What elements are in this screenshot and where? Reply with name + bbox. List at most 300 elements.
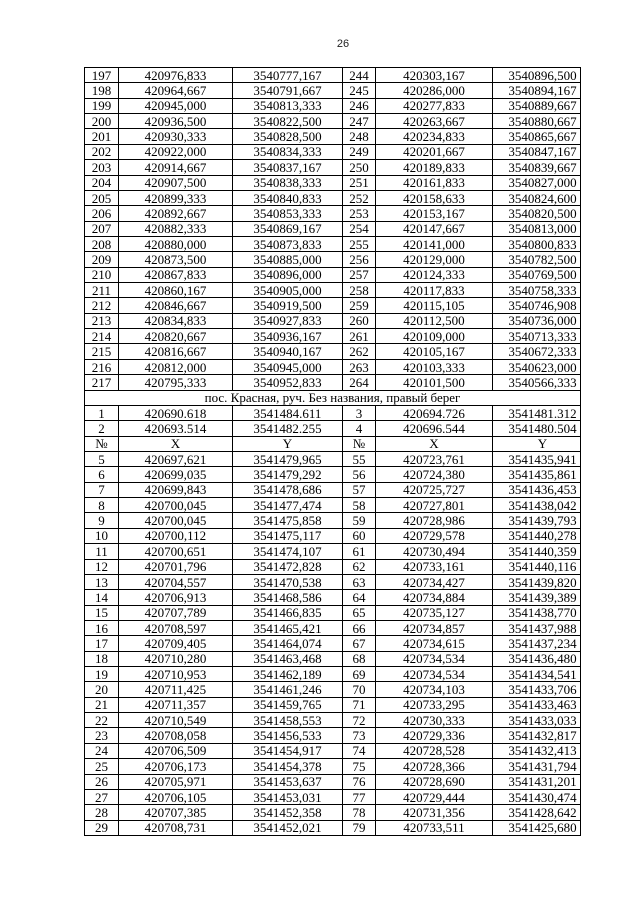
point-number-cell: 62: [343, 559, 376, 574]
x-coordinate-cell: 420733,511: [376, 820, 493, 835]
table-row: [85, 313, 581, 328]
x-coordinate-cell: 420705,971: [119, 774, 233, 789]
y-coordinate-cell: 3541432,817: [493, 728, 581, 743]
x-coordinate-cell: 420867,833: [119, 267, 233, 282]
table-row: [85, 252, 581, 267]
table-row: [85, 759, 581, 774]
column-header-x: X: [119, 436, 233, 451]
coordinates-table: [84, 67, 581, 836]
point-number-cell: 12: [85, 559, 119, 574]
table-row: [85, 467, 581, 482]
x-coordinate-cell: 420699,035: [119, 467, 233, 482]
point-number-cell: 64: [343, 590, 376, 605]
y-coordinate-cell: 3540713,333: [493, 329, 581, 344]
x-coordinate-cell: 420141,000: [376, 236, 493, 251]
x-coordinate-cell: 420263,667: [376, 114, 493, 129]
x-coordinate-cell: 420846,667: [119, 298, 233, 313]
y-coordinate-cell: 3541464,074: [233, 636, 343, 651]
point-number-cell: 201: [85, 129, 119, 144]
y-coordinate-cell: 3540885,000: [233, 252, 343, 267]
point-number-cell: 20: [85, 682, 119, 697]
y-coordinate-cell: 3540736,000: [493, 313, 581, 328]
y-coordinate-cell: 3541479,965: [233, 451, 343, 466]
point-number-cell: 78: [343, 805, 376, 820]
x-coordinate-cell: 420701,796: [119, 559, 233, 574]
table-row: [85, 405, 581, 420]
x-coordinate-cell: 420734,427: [376, 574, 493, 589]
x-coordinate-cell: 420936,500: [119, 114, 233, 129]
point-number-cell: 10: [85, 528, 119, 543]
table-row: [85, 451, 581, 466]
point-number-cell: 209: [85, 252, 119, 267]
point-number-cell: 250: [343, 160, 376, 175]
y-coordinate-cell: 3541440,116: [493, 559, 581, 574]
table-row: [85, 636, 581, 651]
point-number-cell: 63: [343, 574, 376, 589]
point-number-cell: 25: [85, 759, 119, 774]
table-row: [85, 820, 581, 835]
y-coordinate-cell: 3540827,000: [493, 175, 581, 190]
x-coordinate-cell: 420690.618: [119, 405, 233, 420]
table-row: [85, 620, 581, 635]
table-row: [85, 528, 581, 543]
x-coordinate-cell: 420201,667: [376, 144, 493, 159]
x-coordinate-cell: 420734,615: [376, 636, 493, 651]
table-row: [85, 713, 581, 728]
y-coordinate-cell: 3541437,234: [493, 636, 581, 651]
y-coordinate-cell: 3540813,000: [493, 221, 581, 236]
point-number-cell: 253: [343, 206, 376, 221]
table-row: [85, 651, 581, 666]
y-coordinate-cell: 3540940,167: [233, 344, 343, 359]
point-number-cell: 69: [343, 667, 376, 682]
column-header-x: X: [376, 436, 493, 451]
x-coordinate-cell: 420922,000: [119, 144, 233, 159]
y-coordinate-cell: 3541475,858: [233, 513, 343, 528]
y-coordinate-cell: 3541463,468: [233, 651, 343, 666]
table-row: [85, 329, 581, 344]
point-number-cell: 65: [343, 605, 376, 620]
point-number-cell: 17: [85, 636, 119, 651]
y-coordinate-cell: 3541440,278: [493, 528, 581, 543]
x-coordinate-cell: 420161,833: [376, 175, 493, 190]
x-coordinate-cell: 420728,528: [376, 743, 493, 758]
point-number-cell: 19: [85, 667, 119, 682]
point-number-cell: 254: [343, 221, 376, 236]
x-coordinate-cell: 420103,333: [376, 359, 493, 374]
x-coordinate-cell: 420728,986: [376, 513, 493, 528]
table-row: [85, 98, 581, 113]
column-header-row: [85, 436, 581, 451]
point-number-cell: 255: [343, 236, 376, 251]
x-coordinate-cell: 420158,633: [376, 190, 493, 205]
x-coordinate-cell: 420117,833: [376, 283, 493, 298]
point-number-cell: 4: [343, 421, 376, 436]
table-row: [85, 789, 581, 804]
y-coordinate-cell: 3541484.611: [233, 405, 343, 420]
x-coordinate-cell: 420820,667: [119, 329, 233, 344]
point-number-cell: 29: [85, 820, 119, 835]
y-coordinate-cell: 3541454,378: [233, 759, 343, 774]
y-coordinate-cell: 3540880,667: [493, 114, 581, 129]
y-coordinate-cell: 3541439,820: [493, 574, 581, 589]
table-row: [85, 590, 581, 605]
y-coordinate-cell: 3540820,500: [493, 206, 581, 221]
x-coordinate-cell: 420723,761: [376, 451, 493, 466]
table-row: [85, 605, 581, 620]
x-coordinate-cell: 420733,295: [376, 697, 493, 712]
table-row: [85, 375, 581, 390]
y-coordinate-cell: 3541481.312: [493, 405, 581, 420]
x-coordinate-cell: 420234,833: [376, 129, 493, 144]
x-coordinate-cell: 420706,105: [119, 789, 233, 804]
table-row: [85, 160, 581, 175]
y-coordinate-cell: 3540945,000: [233, 359, 343, 374]
point-number-cell: 259: [343, 298, 376, 313]
point-number-cell: 258: [343, 283, 376, 298]
x-coordinate-cell: 420277,833: [376, 98, 493, 113]
x-coordinate-cell: 420707,385: [119, 805, 233, 820]
point-number-cell: 16: [85, 620, 119, 635]
x-coordinate-cell: 420708,731: [119, 820, 233, 835]
x-coordinate-cell: 420795,333: [119, 375, 233, 390]
point-number-cell: 11: [85, 544, 119, 559]
x-coordinate-cell: 420734,884: [376, 590, 493, 605]
x-coordinate-cell: 420700,045: [119, 498, 233, 513]
y-coordinate-cell: 3541433,033: [493, 713, 581, 728]
table-row: [85, 283, 581, 298]
y-coordinate-cell: 3541453,031: [233, 789, 343, 804]
point-number-cell: 215: [85, 344, 119, 359]
y-coordinate-cell: 3540847,167: [493, 144, 581, 159]
section-title-row: [85, 390, 581, 405]
x-coordinate-cell: 420286,000: [376, 83, 493, 98]
y-coordinate-cell: 3541435,861: [493, 467, 581, 482]
table-row: [85, 190, 581, 205]
table-row: [85, 359, 581, 374]
table-row: [85, 728, 581, 743]
y-coordinate-cell: 3540813,333: [233, 98, 343, 113]
point-number-cell: 257: [343, 267, 376, 282]
y-coordinate-cell: 3540800,833: [493, 236, 581, 251]
point-number-cell: 202: [85, 144, 119, 159]
column-header-number: №: [343, 436, 376, 451]
point-number-cell: 264: [343, 375, 376, 390]
x-coordinate-cell: 420964,667: [119, 83, 233, 98]
point-number-cell: 205: [85, 190, 119, 205]
point-number-cell: 3: [343, 405, 376, 420]
y-coordinate-cell: 3540777,167: [233, 68, 343, 83]
point-number-cell: 247: [343, 114, 376, 129]
x-coordinate-cell: 420976,833: [119, 68, 233, 83]
table-row: [85, 236, 581, 251]
x-coordinate-cell: 420711,357: [119, 697, 233, 712]
y-coordinate-cell: 3541430,474: [493, 789, 581, 804]
y-coordinate-cell: 3541440,359: [493, 544, 581, 559]
point-number-cell: 57: [343, 482, 376, 497]
point-number-cell: 68: [343, 651, 376, 666]
point-number-cell: 251: [343, 175, 376, 190]
page-number: 26: [336, 38, 350, 50]
section-block: [85, 390, 581, 405]
point-number-cell: 77: [343, 789, 376, 804]
x-coordinate-cell: 420735,127: [376, 605, 493, 620]
y-coordinate-cell: 3540824,600: [493, 190, 581, 205]
point-number-cell: 66: [343, 620, 376, 635]
x-coordinate-cell: 420892,667: [119, 206, 233, 221]
y-coordinate-cell: 3540873,833: [233, 236, 343, 251]
y-coordinate-cell: 3540838,333: [233, 175, 343, 190]
x-coordinate-cell: 420816,667: [119, 344, 233, 359]
coordinates-block-2: [85, 405, 581, 436]
x-coordinate-cell: 420693.514: [119, 421, 233, 436]
point-number-cell: 70: [343, 682, 376, 697]
x-coordinate-cell: 420724,380: [376, 467, 493, 482]
y-coordinate-cell: 3541452,021: [233, 820, 343, 835]
point-number-cell: 13: [85, 574, 119, 589]
y-coordinate-cell: 3541439,389: [493, 590, 581, 605]
point-number-cell: 22: [85, 713, 119, 728]
y-coordinate-cell: 3540919,500: [233, 298, 343, 313]
point-number-cell: 74: [343, 743, 376, 758]
table-row: [85, 421, 581, 436]
x-coordinate-cell: 420700,112: [119, 528, 233, 543]
x-coordinate-cell: 420115,105: [376, 298, 493, 313]
x-coordinate-cell: 420731,356: [376, 805, 493, 820]
point-number-cell: 2: [85, 421, 119, 436]
x-coordinate-cell: 420812,000: [119, 359, 233, 374]
y-coordinate-cell: 3541435,941: [493, 451, 581, 466]
point-number-cell: 249: [343, 144, 376, 159]
point-number-cell: 261: [343, 329, 376, 344]
column-header-block: [85, 436, 581, 451]
x-coordinate-cell: 420699,843: [119, 482, 233, 497]
x-coordinate-cell: 420734,103: [376, 682, 493, 697]
y-coordinate-cell: 3541475,117: [233, 528, 343, 543]
table-row: [85, 498, 581, 513]
table-row: [85, 267, 581, 282]
y-coordinate-cell: 3540791,667: [233, 83, 343, 98]
x-coordinate-cell: 420945,000: [119, 98, 233, 113]
table-row: [85, 697, 581, 712]
table-row: [85, 114, 581, 129]
x-coordinate-cell: 420734,534: [376, 667, 493, 682]
point-number-cell: 7: [85, 482, 119, 497]
table-row: [85, 574, 581, 589]
table-row: [85, 774, 581, 789]
table-row: [85, 544, 581, 559]
point-number-cell: 210: [85, 267, 119, 282]
table-row: [85, 805, 581, 820]
point-number-cell: 14: [85, 590, 119, 605]
point-number-cell: 256: [343, 252, 376, 267]
y-coordinate-cell: 3541477,474: [233, 498, 343, 513]
point-number-cell: 208: [85, 236, 119, 251]
x-coordinate-cell: 420729,578: [376, 528, 493, 543]
y-coordinate-cell: 3540905,000: [233, 283, 343, 298]
y-coordinate-cell: 3540566,333: [493, 375, 581, 390]
x-coordinate-cell: 420907,500: [119, 175, 233, 190]
table-row: [85, 221, 581, 236]
y-coordinate-cell: 3541433,706: [493, 682, 581, 697]
x-coordinate-cell: 420710,549: [119, 713, 233, 728]
table-row: [85, 175, 581, 190]
y-coordinate-cell: 3540782,500: [493, 252, 581, 267]
y-coordinate-cell: 3540623,000: [493, 359, 581, 374]
table-row: [85, 513, 581, 528]
point-number-cell: 59: [343, 513, 376, 528]
y-coordinate-cell: 3540894,167: [493, 83, 581, 98]
point-number-cell: 18: [85, 651, 119, 666]
x-coordinate-cell: 420729,336: [376, 728, 493, 743]
table-row: [85, 68, 581, 83]
point-number-cell: 200: [85, 114, 119, 129]
y-coordinate-cell: 3541431,201: [493, 774, 581, 789]
x-coordinate-cell: 420728,690: [376, 774, 493, 789]
point-number-cell: 73: [343, 728, 376, 743]
point-number-cell: 15: [85, 605, 119, 620]
y-coordinate-cell: 3541438,770: [493, 605, 581, 620]
y-coordinate-cell: 3540896,500: [493, 68, 581, 83]
point-number-cell: 56: [343, 467, 376, 482]
y-coordinate-cell: 3540758,333: [493, 283, 581, 298]
table-row: [85, 482, 581, 497]
point-number-cell: 1: [85, 405, 119, 420]
y-coordinate-cell: 3541436,480: [493, 651, 581, 666]
section-title: пос. Красная, руч. Без названия, правый берег: [85, 390, 581, 405]
y-coordinate-cell: 3540853,333: [233, 206, 343, 221]
x-coordinate-cell: 420728,366: [376, 759, 493, 774]
y-coordinate-cell: 3541436,453: [493, 482, 581, 497]
y-coordinate-cell: 3541466,835: [233, 605, 343, 620]
point-number-cell: 58: [343, 498, 376, 513]
point-number-cell: 71: [343, 697, 376, 712]
y-coordinate-cell: 3540865,667: [493, 129, 581, 144]
y-coordinate-cell: 3541468,586: [233, 590, 343, 605]
point-number-cell: 75: [343, 759, 376, 774]
point-number-cell: 204: [85, 175, 119, 190]
point-number-cell: 262: [343, 344, 376, 359]
point-number-cell: 263: [343, 359, 376, 374]
y-coordinate-cell: 3540837,167: [233, 160, 343, 175]
x-coordinate-cell: 420734,857: [376, 620, 493, 635]
x-coordinate-cell: 420112,500: [376, 313, 493, 328]
x-coordinate-cell: 420710,280: [119, 651, 233, 666]
y-coordinate-cell: 3541458,553: [233, 713, 343, 728]
point-number-cell: 207: [85, 221, 119, 236]
table-row: [85, 144, 581, 159]
coordinates-block-3: [85, 451, 581, 835]
y-coordinate-cell: 3541453,637: [233, 774, 343, 789]
point-number-cell: 27: [85, 789, 119, 804]
y-coordinate-cell: 3540896,000: [233, 267, 343, 282]
x-coordinate-cell: 420708,058: [119, 728, 233, 743]
point-number-cell: 213: [85, 313, 119, 328]
x-coordinate-cell: 420730,494: [376, 544, 493, 559]
y-coordinate-cell: 3541439,793: [493, 513, 581, 528]
table-row: [85, 344, 581, 359]
point-number-cell: 211: [85, 283, 119, 298]
point-number-cell: 246: [343, 98, 376, 113]
point-number-cell: 252: [343, 190, 376, 205]
x-coordinate-cell: 420694.726: [376, 405, 493, 420]
x-coordinate-cell: 420914,667: [119, 160, 233, 175]
x-coordinate-cell: 420706,509: [119, 743, 233, 758]
table-row: [85, 743, 581, 758]
y-coordinate-cell: 3541456,533: [233, 728, 343, 743]
x-coordinate-cell: 420153,167: [376, 206, 493, 221]
y-coordinate-cell: 3541438,042: [493, 498, 581, 513]
point-number-cell: 28: [85, 805, 119, 820]
x-coordinate-cell: 420706,173: [119, 759, 233, 774]
column-header-y: Y: [233, 436, 343, 451]
point-number-cell: 79: [343, 820, 376, 835]
y-coordinate-cell: 3540672,333: [493, 344, 581, 359]
x-coordinate-cell: 420730,333: [376, 713, 493, 728]
x-coordinate-cell: 420727,801: [376, 498, 493, 513]
point-number-cell: 76: [343, 774, 376, 789]
y-coordinate-cell: 3541459,765: [233, 697, 343, 712]
point-number-cell: 67: [343, 636, 376, 651]
y-coordinate-cell: 3541472,828: [233, 559, 343, 574]
x-coordinate-cell: 420303,167: [376, 68, 493, 83]
y-coordinate-cell: 3540839,667: [493, 160, 581, 175]
point-number-cell: 8: [85, 498, 119, 513]
x-coordinate-cell: 420880,000: [119, 236, 233, 251]
x-coordinate-cell: 420709,405: [119, 636, 233, 651]
coordinates-block-1: [85, 68, 581, 391]
x-coordinate-cell: 420704,557: [119, 574, 233, 589]
y-coordinate-cell: 3540746,908: [493, 298, 581, 313]
x-coordinate-cell: 420930,333: [119, 129, 233, 144]
y-coordinate-cell: 3541465,421: [233, 620, 343, 635]
column-header-y: Y: [493, 436, 581, 451]
y-coordinate-cell: 3540834,333: [233, 144, 343, 159]
x-coordinate-cell: 420189,833: [376, 160, 493, 175]
point-number-cell: 21: [85, 697, 119, 712]
point-number-cell: 217: [85, 375, 119, 390]
point-number-cell: 260: [343, 313, 376, 328]
y-coordinate-cell: 3540840,833: [233, 190, 343, 205]
point-number-cell: 216: [85, 359, 119, 374]
y-coordinate-cell: 3540889,667: [493, 98, 581, 113]
y-coordinate-cell: 3541434,541: [493, 667, 581, 682]
point-number-cell: 9: [85, 513, 119, 528]
x-coordinate-cell: 420147,667: [376, 221, 493, 236]
x-coordinate-cell: 420873,500: [119, 252, 233, 267]
y-coordinate-cell: 3540828,500: [233, 129, 343, 144]
y-coordinate-cell: 3540927,833: [233, 313, 343, 328]
point-number-cell: 245: [343, 83, 376, 98]
point-number-cell: 206: [85, 206, 119, 221]
y-coordinate-cell: 3540769,500: [493, 267, 581, 282]
y-coordinate-cell: 3541461,246: [233, 682, 343, 697]
x-coordinate-cell: 420899,333: [119, 190, 233, 205]
y-coordinate-cell: 3540952,833: [233, 375, 343, 390]
table-row: [85, 682, 581, 697]
point-number-cell: 5: [85, 451, 119, 466]
x-coordinate-cell: 420734,534: [376, 651, 493, 666]
x-coordinate-cell: 420834,833: [119, 313, 233, 328]
x-coordinate-cell: 420706,913: [119, 590, 233, 605]
x-coordinate-cell: 420733,161: [376, 559, 493, 574]
y-coordinate-cell: 3541480.504: [493, 421, 581, 436]
point-number-cell: 26: [85, 774, 119, 789]
x-coordinate-cell: 420882,333: [119, 221, 233, 236]
table-row: [85, 559, 581, 574]
point-number-cell: 24: [85, 743, 119, 758]
y-coordinate-cell: 3541431,794: [493, 759, 581, 774]
